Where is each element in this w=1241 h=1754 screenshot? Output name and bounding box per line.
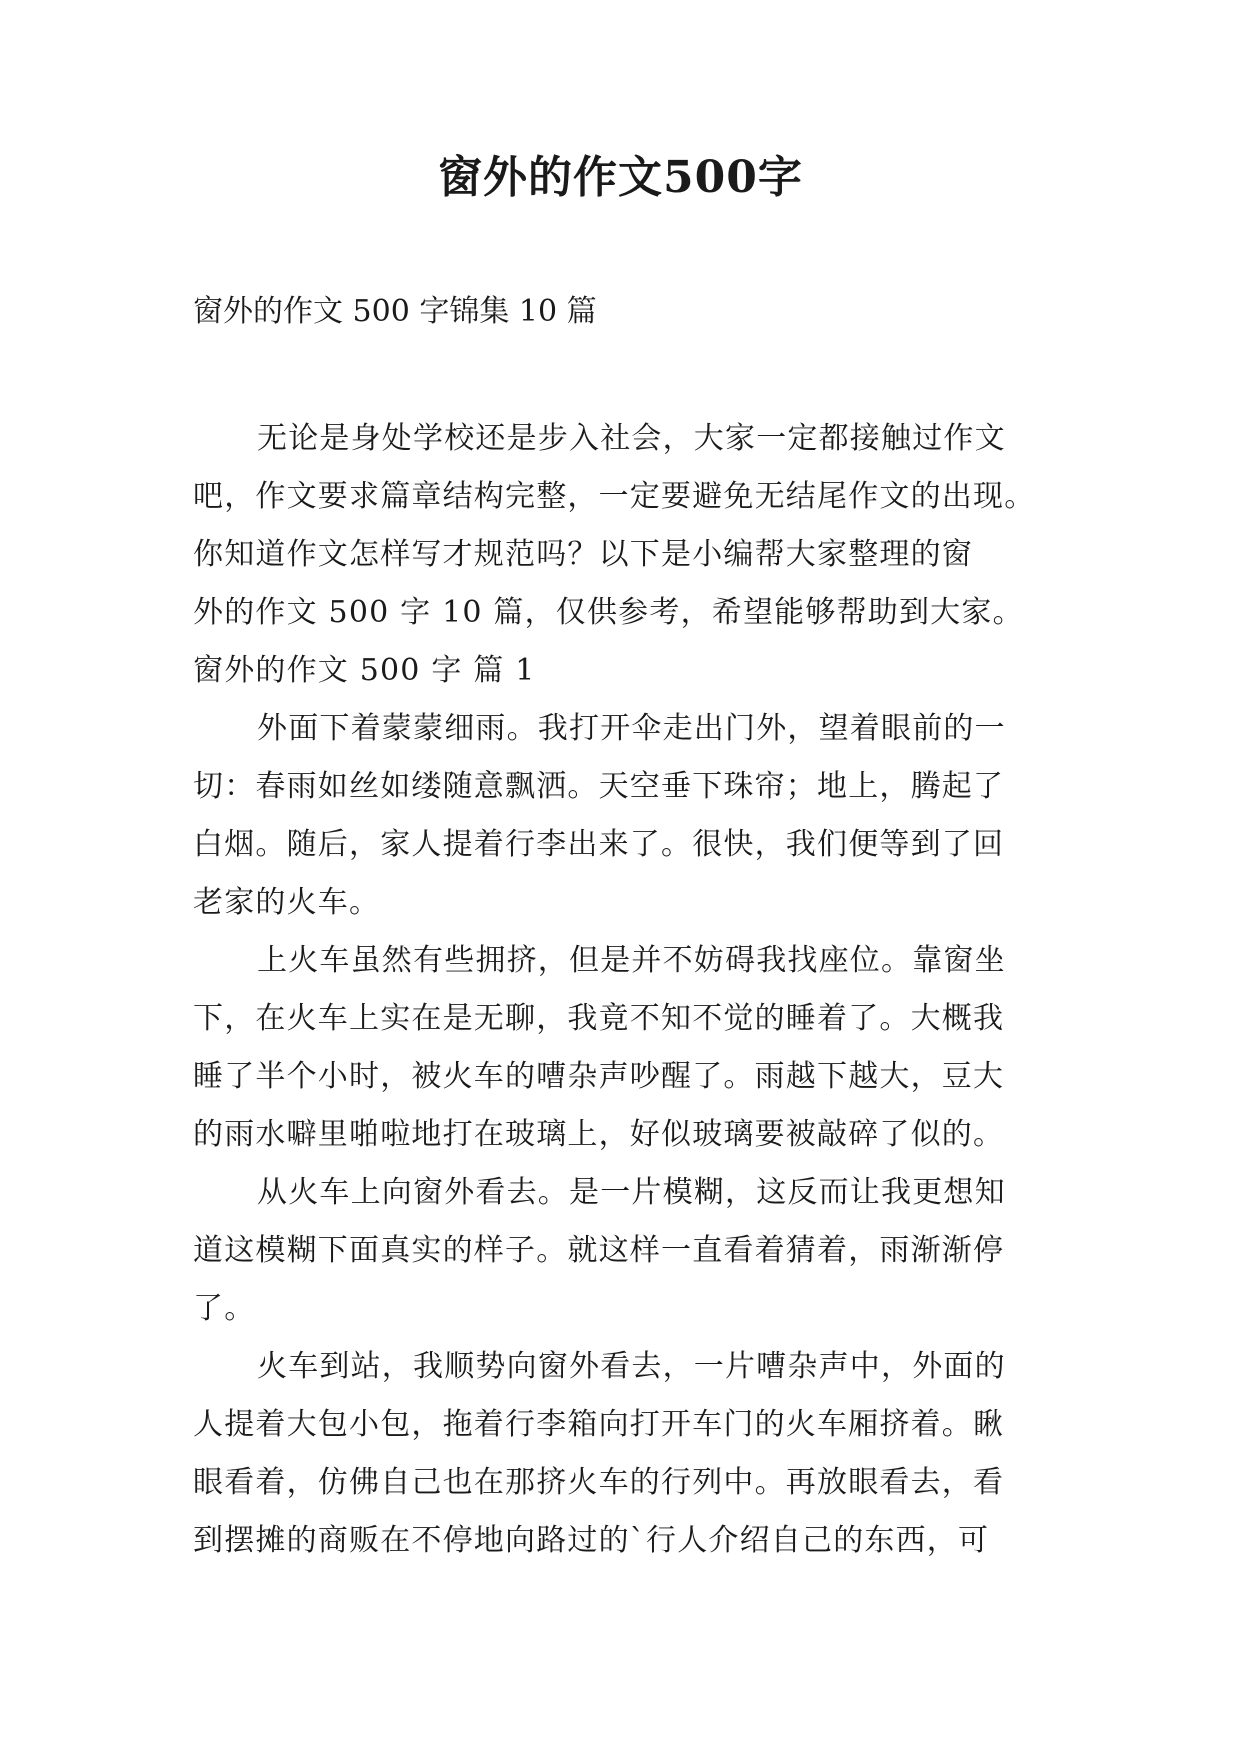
text-line: 睡了半个小时，被火车的嘈杂声吵醒了。雨越下越大，豆大: [193, 1059, 1005, 1094]
document-body: [193, 410, 1053, 1570]
text-line: 下，在火车上实在是无聊，我竟不知不觉的睡着了。大概我: [193, 1001, 1005, 1036]
document-title: 窗外的作文500字: [438, 152, 803, 203]
text-line: 火车到站，我顺势向窗外看去，一片嘈杂声中，外面的: [257, 1349, 1006, 1384]
document-subtitle: 窗外的作文 500 字锦集 10 篇: [193, 294, 597, 329]
text-line: 了。: [193, 1291, 256, 1326]
text-line: 上火车虽然有些拥挤，但是并不妨碍我找座位。靠窗坐: [257, 943, 1006, 978]
text-line: 切：春雨如丝如缕随意飘洒。天空垂下珠帘；地上，腾起了: [193, 769, 1005, 804]
text-line: 你知道作文怎样写才规范吗？以下是小编帮大家整理的窗: [193, 537, 973, 572]
text-line: 窗外的作文 500 字 篇 1: [193, 653, 536, 688]
text-line: 老家的火车。: [193, 885, 381, 920]
text-line: 的雨水噼里啪啦地打在玻璃上，好似玻璃要被敲碎了似的。: [193, 1117, 1005, 1152]
text-line: 外的作文 500 字 10 篇，仅供参考，希望能够帮助到大家。: [193, 595, 1024, 630]
text-line: 外面下着蒙蒙细雨。我打开伞走出门外，望着眼前的一: [257, 711, 1006, 746]
text-line: 道这模糊下面真实的样子。就这样一直看着猜着，雨渐渐停: [193, 1233, 1005, 1268]
text-line: 吧，作文要求篇章结构完整，一定要避免无结尾作文的出现。: [193, 479, 1036, 514]
text-line: 无论是身处学校还是步入社会，大家一定都接触过作文: [257, 421, 1006, 456]
text-line: 眼看着，仿佛自己也在那挤火车的行列中。再放眼看去，看: [193, 1465, 1005, 1500]
text-line: 从火车上向窗外看去。是一片模糊，这反而让我更想知: [257, 1175, 1006, 1210]
text-line: 到摆摊的商贩在不停地向路过的`行人介绍自己的东西，可: [193, 1523, 990, 1558]
text-line: 人提着大包小包，拖着行李箱向打开车门的火车厢挤着。瞅: [193, 1407, 1005, 1442]
text-line: 白烟。随后，家人提着行李出来了。很快，我们便等到了回: [193, 827, 1005, 862]
